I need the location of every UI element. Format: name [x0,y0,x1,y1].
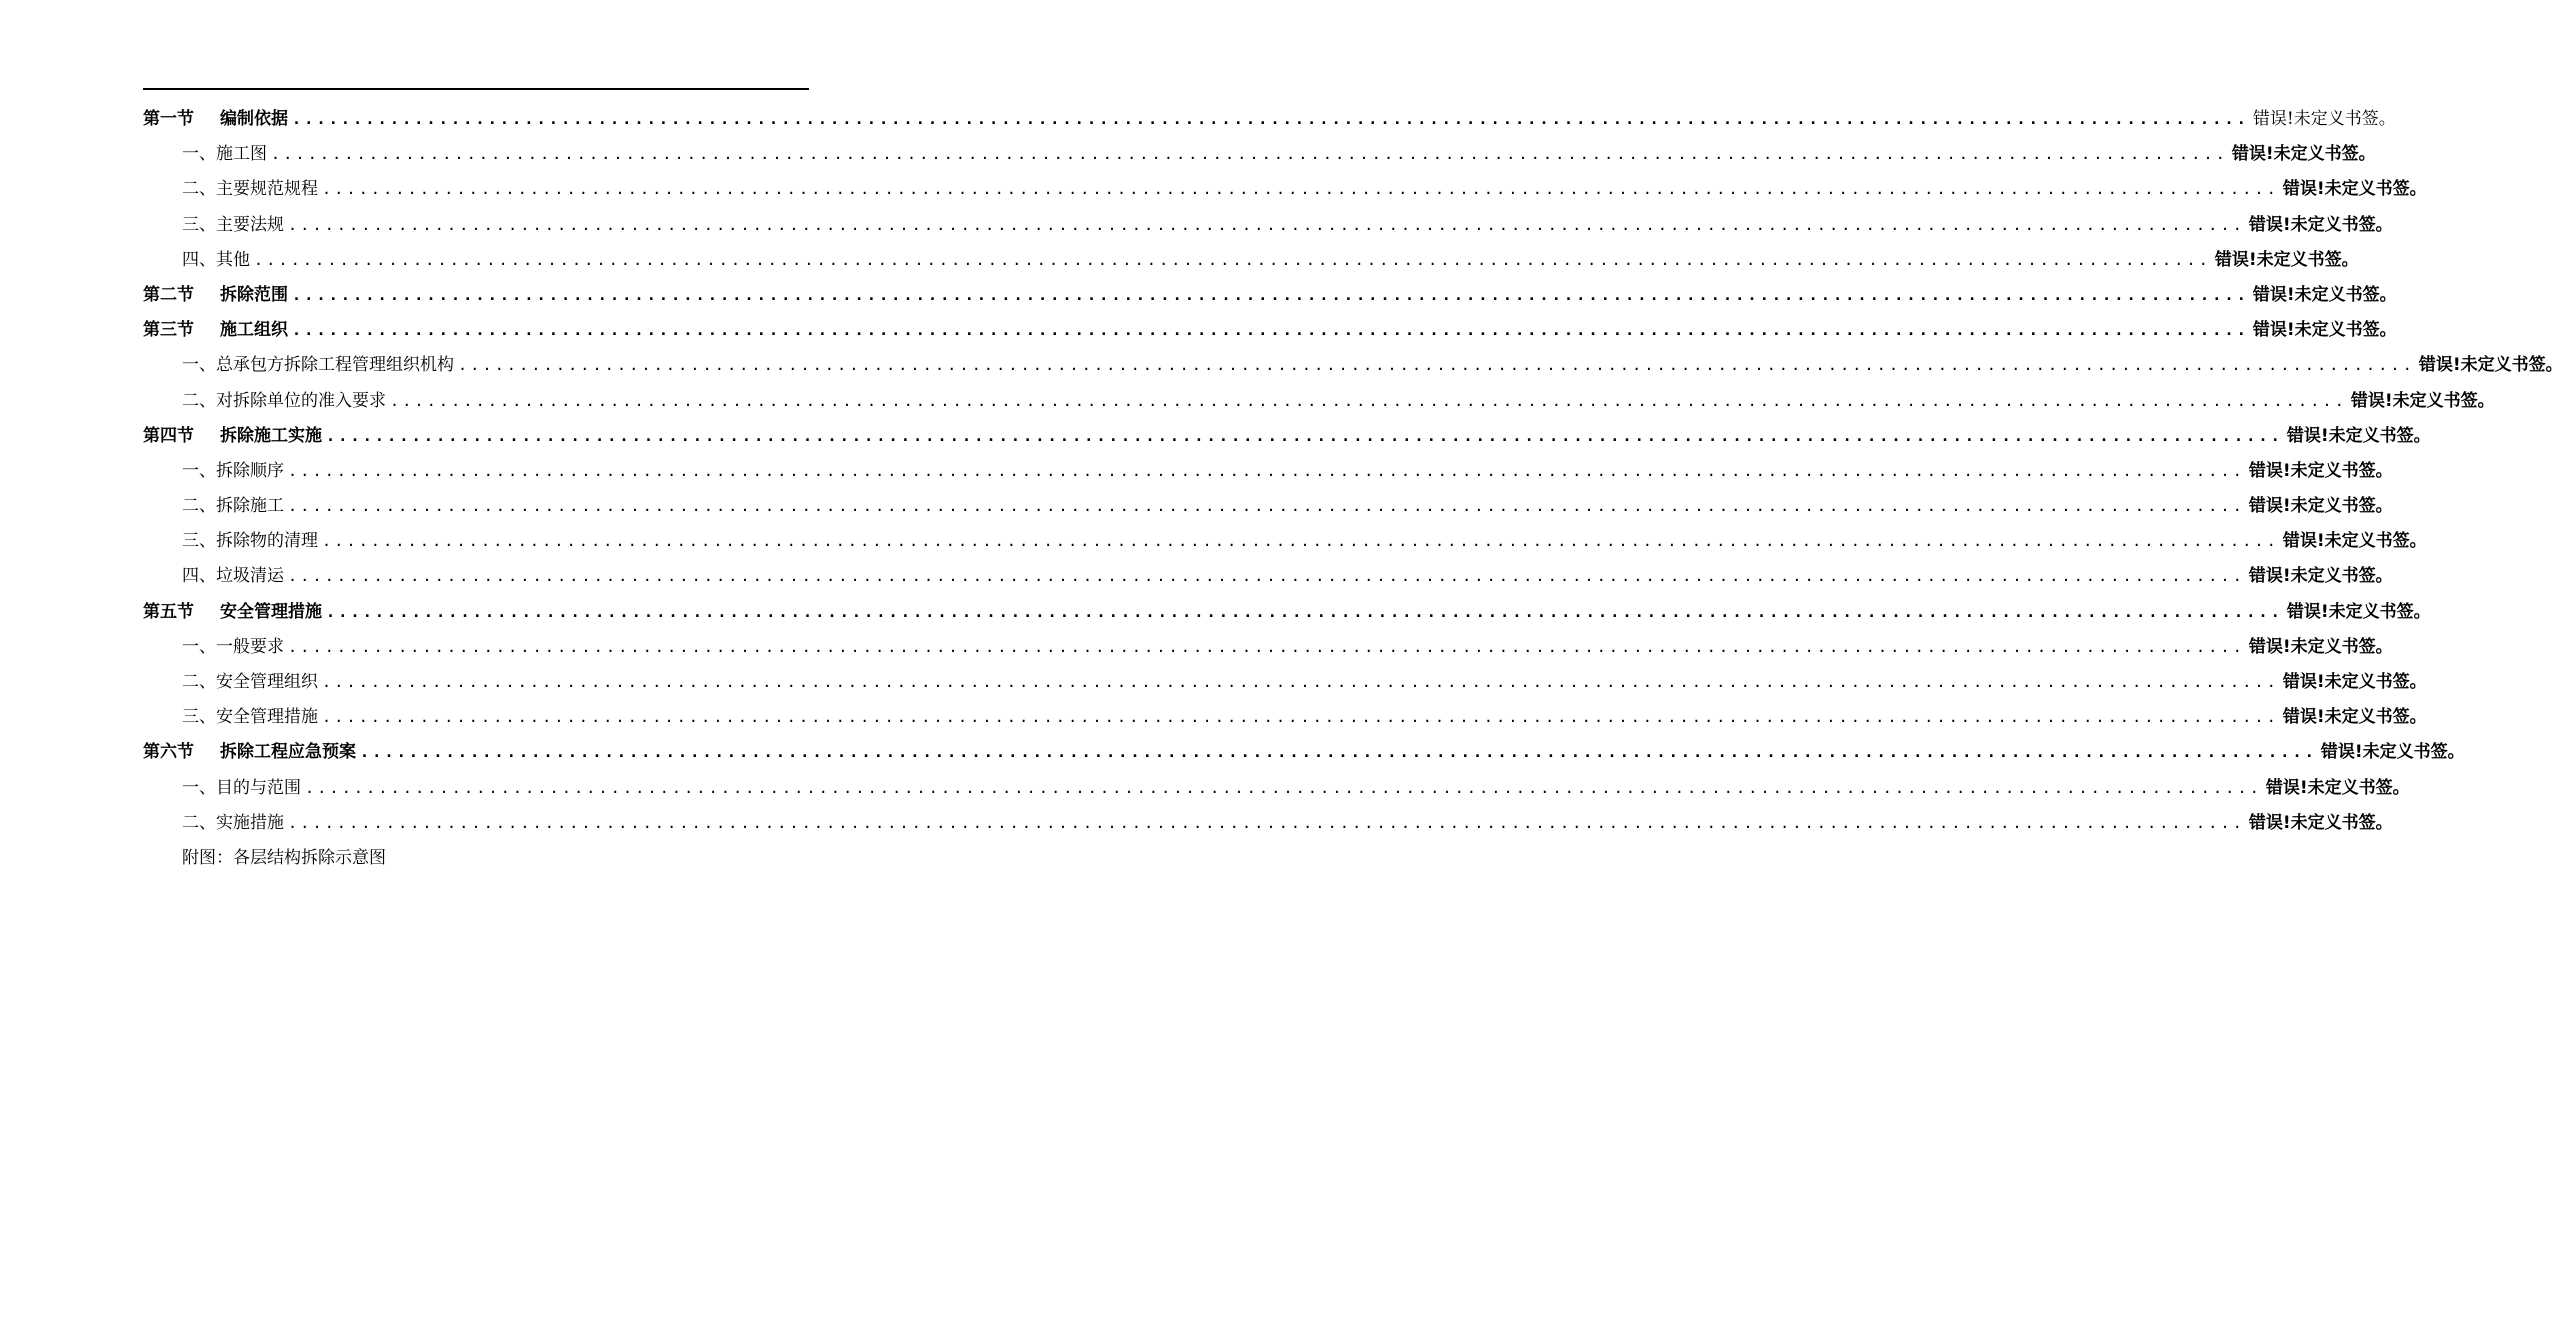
toc-page-reference: 错误!未定义书签。 [2418,355,2563,376]
toc-page-reference: 错误!未定义书签。 [2248,566,2393,587]
toc-page-reference: 错误!未定义书签。 [2286,601,2431,622]
toc-subsection-title: 三、安全管理措施 [182,707,318,728]
toc-page-reference: 错误!未定义书签。 [2282,672,2427,692]
table-of-contents [143,102,2563,876]
toc-leader-dots: ................................................................................................................................................................ [288,567,2245,586]
toc-leader-dots: ................................................................................................................................................................ [288,497,2245,516]
toc-leader-dots: ................................................................................................................................................................ [271,145,2228,164]
toc-leader-dots: ................................................................................................................................................................ [326,426,2283,445]
toc-section-number: 第二节 [143,284,194,305]
toc-leader-dots: ................................................................................................................................................................ [292,285,2249,304]
toc-section-number: 第一节 [143,109,194,129]
toc-leader-dots: ................................................................................................................................................................ [322,180,2279,199]
toc-section-entry[interactable] [143,313,2397,348]
toc-page-reference: 错误!未定义书签。 [2248,214,2393,235]
toc-leader-dots: ................................................................................................................................................................ [288,215,2245,234]
toc-leader-dots: ................................................................................................................................................................ [288,813,2245,832]
toc-subsection-title: 二、实施措施 [182,812,284,833]
toc-leader-dots: ................................................................................................................................................................ [292,110,2249,128]
toc-page-reference: 错误!未定义书签。 [2248,496,2393,517]
toc-page-reference: 错误!未定义书签。 [2286,425,2431,446]
toc-section-title: 编制依据 [220,109,288,129]
toc-page-reference: 错误!未定义书签。 [2248,460,2393,481]
toc-page-reference: 错误!未定义书签。 [2248,812,2393,833]
toc-page-reference: 错误!未定义书签。 [2252,109,2396,129]
toc-section-title: 拆除施工实施 [220,425,322,446]
toc-leader-dots: ................................................................................................................................................................ [288,637,2245,656]
toc-appendix-entry[interactable]: 附图：各层结构拆除示意图 [182,847,386,868]
top-rule [143,88,809,90]
toc-subsection-title: 二、主要规范规程 [182,179,318,200]
toc-subsection-title: 一、总承包方拆除工程管理组织机构 [182,355,454,376]
toc-subsection-entry[interactable] [143,137,2376,172]
toc-leader-dots: ................................................................................................................................................................ [292,321,2249,340]
toc-section-title: 拆除范围 [220,284,288,305]
toc-section-entry[interactable] [143,102,2396,137]
toc-subsection-entry[interactable] [143,348,2563,383]
toc-page-reference: 错误!未定义书签。 [2282,707,2427,728]
toc-leader-dots: ................................................................................................................................................................ [254,250,2211,269]
toc-subsection-entry[interactable] [143,243,2359,278]
toc-leader-dots: ................................................................................................................................................................ [326,602,2283,621]
toc-subsection-title: 一、目的与范围 [182,777,301,798]
toc-page-reference: 错误!未定义书签。 [2282,179,2427,200]
toc-page-reference: 错误!未定义书签。 [2214,249,2359,270]
toc-page-reference: 错误!未定义书签。 [2265,777,2410,798]
toc-subsection-entry[interactable] [143,384,2495,419]
toc-leader-dots: ................................................................................................................................................................ [390,391,2347,410]
toc-subsection-entry[interactable] [143,806,2393,841]
toc-section-entry[interactable] [143,735,2465,770]
toc-section-title: 拆除工程应急预案 [220,742,356,763]
toc-page-reference: 错误!未定义书签。 [2320,742,2465,763]
toc-leader-dots: ................................................................................................................................................................ [322,673,2279,691]
toc-page-reference: 错误!未定义书签。 [2248,636,2393,657]
toc-leader-dots: ................................................................................................................................................................ [305,778,2262,797]
toc-subsection-entry[interactable] [143,208,2393,243]
toc-subsection-title: 四、垃圾清运 [182,566,284,587]
toc-subsection-title: 一、施工图 [182,144,267,165]
toc-section-title: 施工组织 [220,320,288,341]
toc-subsection-title: 一、一般要求 [182,636,284,657]
toc-subsection-entry[interactable] [143,665,2427,700]
toc-subsection-entry[interactable] [143,559,2393,594]
toc-page-reference: 错误!未定义书签。 [2231,144,2376,165]
toc-page-reference: 错误!未定义书签。 [2282,531,2427,552]
toc-subsection-entry[interactable] [143,771,2410,806]
toc-subsection-title: 二、对拆除单位的准入要求 [182,390,386,411]
toc-subsection-title: 三、主要法规 [182,214,284,235]
toc-subsection-title: 二、安全管理组织 [182,672,318,692]
toc-subsection-title: 三、拆除物的清理 [182,531,318,552]
toc-subsection-entry[interactable] [143,700,2427,735]
toc-section-entry[interactable] [143,278,2397,313]
toc-page-reference: 错误!未定义书签。 [2252,284,2397,305]
toc-page-reference: 错误!未定义书签。 [2252,320,2397,341]
toc-leader-dots: ................................................................................................................................................................ [288,461,2245,480]
toc-section-number: 第五节 [143,601,194,622]
toc-subsection-entry[interactable] [143,524,2427,559]
toc-subsection-entry[interactable] [143,630,2393,665]
toc-subsection-title: 二、拆除施工 [182,496,284,517]
toc-section-number: 第六节 [143,742,194,763]
toc-subsection-entry[interactable] [143,489,2393,524]
toc-subsection-entry[interactable] [143,454,2393,489]
toc-subsection-title: 四、其他 [182,249,250,270]
toc-page-reference: 错误!未定义书签。 [2350,390,2495,411]
toc-leader-dots: ................................................................................................................................................................ [322,708,2279,727]
toc-section-number: 第三节 [143,320,194,341]
toc-subsection-title: 一、拆除顺序 [182,460,284,481]
toc-leader-dots: ................................................................................................................................................................ [458,356,2415,375]
toc-section-number: 第四节 [143,425,194,446]
toc-section-entry[interactable] [143,419,2431,454]
toc-leader-dots: ................................................................................................................................................................ [360,743,2317,762]
toc-subsection-entry[interactable] [143,172,2427,207]
toc-section-entry[interactable] [143,595,2431,630]
toc-section-title: 安全管理措施 [220,601,322,622]
toc-leader-dots: ................................................................................................................................................................ [322,532,2279,551]
